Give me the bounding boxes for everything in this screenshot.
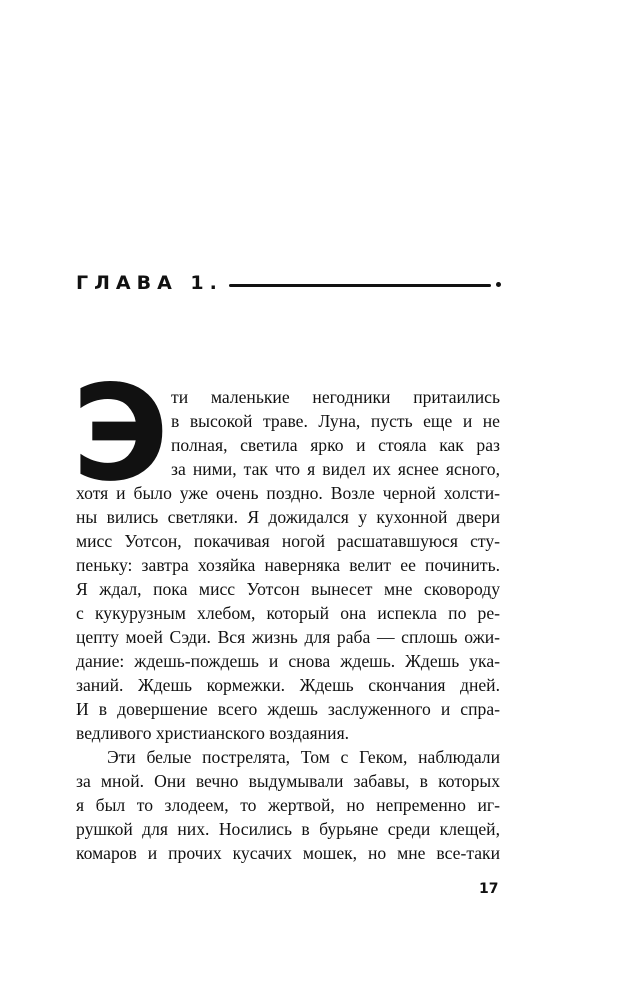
page-number: 17 xyxy=(479,881,499,897)
text-line-11: цепту моей Сэди. Вся жизнь для раба — сплошь ожи- xyxy=(76,627,500,647)
text-line-2: в высокой траве. Луна, пусть еще и не xyxy=(171,411,500,431)
text-line-10: с кукурузным хлебом, который она испекла по ре- xyxy=(76,603,500,623)
text-line-9: Я ждал, пока мисс Уотсон вынесет мне сковороду xyxy=(76,579,500,599)
text-line-19: рушкой для них. Носились в бурьяне среди клещей, xyxy=(76,819,500,839)
text-line-7: мисс Уотсон, покачивая ногой расшатавшуюся сту- xyxy=(76,531,500,551)
text-line-8: пеньку: завтра хозяйка наверняка велит ее починить. xyxy=(76,555,500,575)
text-line-20: комаров и прочих кусачих мошек, но мне все-таки xyxy=(76,843,500,863)
drop-cap: Э xyxy=(72,357,169,511)
text-line-12: дание: ждешь-пождешь и снова ждешь. Ждешь ука- xyxy=(76,651,500,671)
text-line-5: хотя и было уже очень поздно. Возле черной холсти- xyxy=(76,483,500,503)
text-line-6: ны вились светляки. Я дожидался у кухонной двери xyxy=(76,507,500,527)
text-line-14: И в довершение всего ждешь заслуженного и спра- xyxy=(76,699,500,719)
text-line-16: Эти белые пострелята, Том с Геком, наблюдали xyxy=(107,747,500,767)
chapter-title: ГЛАВА 1. xyxy=(76,272,223,294)
text-line-1: ти маленькие негодники притаились xyxy=(171,387,500,407)
text-line-17: за мной. Они вечно выдумывали забавы, в которых xyxy=(76,771,500,791)
text-line-15: ведливого христианского воздаяния. xyxy=(76,723,350,743)
text-line-4: за ними, так что я видел их яснее ясного, xyxy=(171,459,500,479)
chapter-heading xyxy=(76,270,506,300)
text-line-3: полная, светила ярко и стояла как раз xyxy=(171,435,500,455)
text-line-13: заний. Ждешь кормежки. Ждешь скончания дней. xyxy=(76,675,500,695)
chapter-rule xyxy=(229,284,491,287)
text-line-18: я был то злодеем, то жертвой, но непременно иг- xyxy=(76,795,500,815)
chapter-rule-dot xyxy=(496,282,501,287)
